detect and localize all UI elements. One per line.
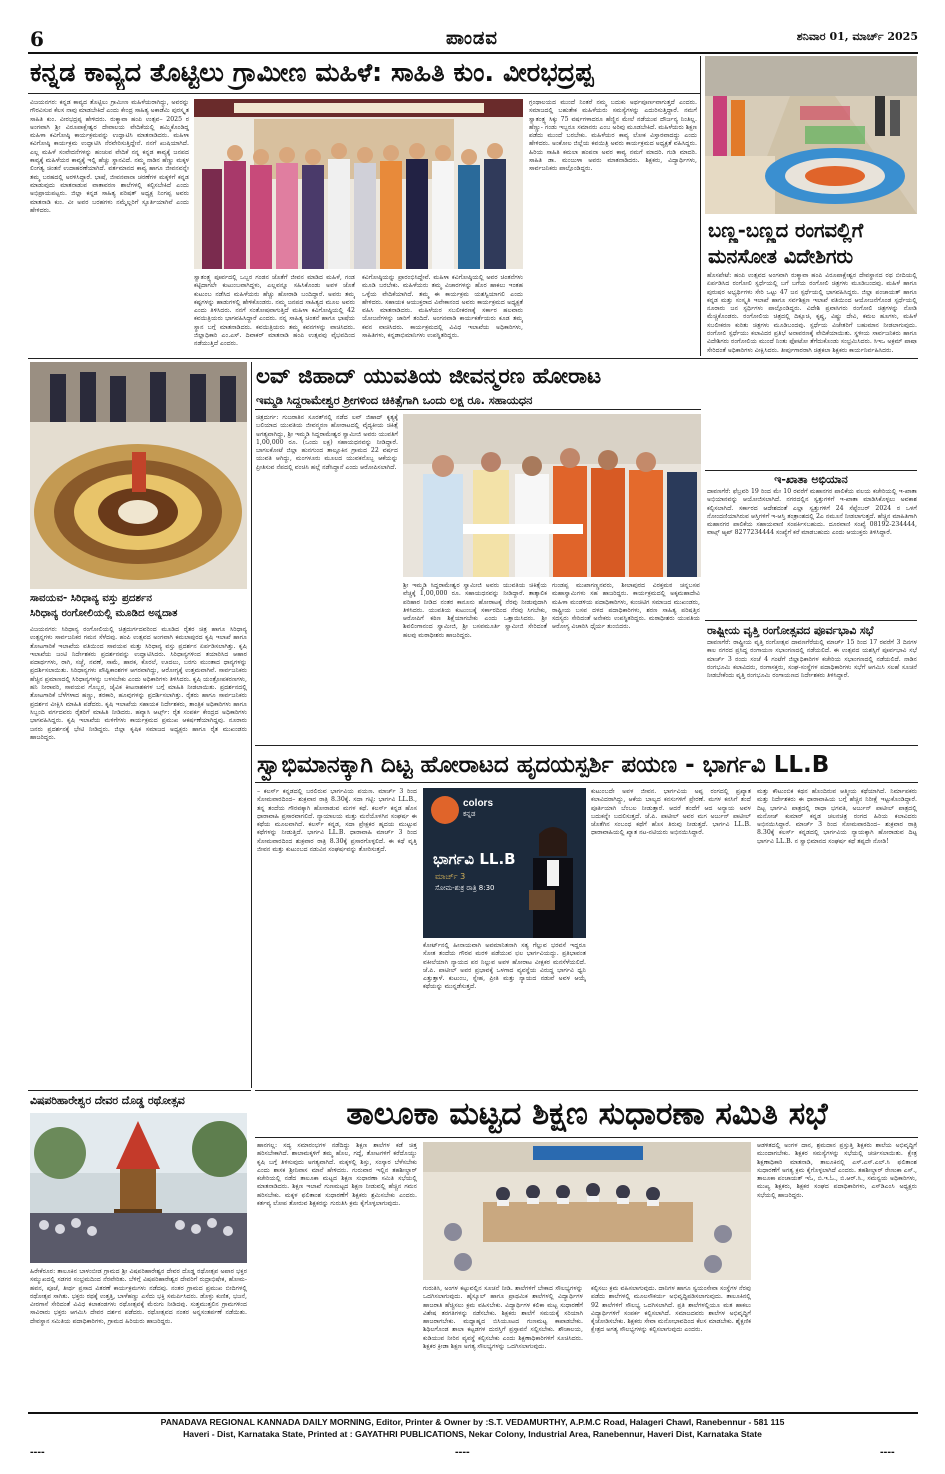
ad-actress-illustration: [519, 820, 585, 938]
ad-brand-sub: ಕನ್ನಡ: [463, 810, 476, 818]
rangoli-body: ಹೊಸಪೇಟೆ: ಹಂಪಿ ಉತ್ಸವದ ಅಂಗವಾಗಿ ರುಕ್ಮಾವಾ ಹಂಪಿ ವಿರೂಪಾಕ್ಷೇಶ್ವರ ದೇವಸ್ಥಾನದ ರಥ ಬೀದಿಯಲ್ಲಿ ಏರ್ಪಡಿಸಿದ ರಂಗೋಲಿ ಸ್ಪರ್ಧೆಯಲ್ಲಿ ಬಗೆ ಬಗೆಯ ರಂಗೋಲಿ ಚಿತ್ರಗಳು ಮೂಡಿಬಂದವು. ಮಹಿಳೆ ಹಾಗೂ ಪುರುಷರ ಅಭ್ಯರ್ಥಿಗಳು ಸೇರಿ ಒಟ್ಟು 47 ಜನ ಸ್ಪರ್ಧೆಯಲ್ಲಿ ಭಾಗವಹಿಸಿದ್ದರು. ಜಿಲ್ಲಾ ಪಂಚಾಯತ್ ಹಾಗೂ ಕನ್ನಡ ಮತ್ತು ಸಂಸ್ಕೃತಿ ಇಲಾಖೆ ಹಾಗೂ ಸರ್ವಶಿಕ್ಷಣ ಇಲಾಖೆ ವತಿಯಿಂದ ಆಯೋಜನೆಗೊಂಡ ಸ್ಪರ್ಧೆಯಲ್ಲಿ ನೂರಾರು ಜನ ಸ್ಪರ್ಧಿಗಳು ಪಾಲ್ಗೊಂಡಿದ್ದರು. ವಿದೇಶಿ ಪ್ರವಾಸಿಗರು ರಂಗೋಲಿ ಚಿತ್ರಗಳನ್ನು ನೋಡಿ ಮೆಚ್ಚಿಕೊಂಡರು. ರಂಗೋಲಿಯ ಚಿತ್ರದಲ್ಲಿ ದಿಕ್ಸೂಚಿ, ಕೃಷ್ಣ, ವಿಷ್ಣು ದೇವಿ, ಕಮಲ ಹೂಗಳು, ಮಹಿಳೆ ಸಬಲೀಕರಣ ಕುರಿತು ಚಿತ್ರಗಳು ಮೂಡಿಬಂದವು. ಸ್ಪರ್ಧೆಯ ವಿಜೇತರಿಗೆ ಬಹುಮಾನ ನೀಡಲಾಗುವುದು. ರಂಗೋಲಿ ಸ್ಪರ್ಧೆಯು ಕಲಾವಿದರ ಪ್ರತಿಭೆ ಅನಾವರಣಕ್ಕೆ ವೇದಿಕೆಯಾಯಿತು. ಸ್ಥಳೀಯ ಸಾರ್ವಜನಿಕರು ಹಾಗೂ ವಿದೇಶಿಗರು ರಂಗೋಲಿಯ ಮುಂದೆ ನಿಂತು ಫೋಟೋ ತೆಗೆದುಕೊಂಡು ಸಂಭ್ರಮಿಸಿದರು. ಸಿಇಒ ಅಕ್ರಮ್ ಪಾಷಾ ಸೇರಿದಂತೆ ಅಧಿಕಾರಿಗಳು ವೀಕ್ಷಿಸಿದರು. ತೀರ್ಪುಗಾರರಾಗಿ ಚಿತ್ರಕಲಾ ಶಿಕ್ಷಕರು ಕಾರ್ಯನಿರ್ವಹಿಸಿದರು.: [707, 272, 917, 354]
bhargavi-col2: ಕೋರ್ಟ್‌ನಲ್ಲಿ ಹೀನಾಯವಾಗಿ ಅವಮಾನಿತನಾಗಿ ಸತ್ಯ ಗೆಲ್ಲುವ ಭರವಸೆ ಇದ್ದರೂ ಸೋತ ತಂದೆಯ ಗೌರವ ಮರಳಿ ಪಡೆಯುವ ಛಲ ಭಾರ್ಗವಿಯದ್ದು. ಪ್ರತಿಭಾವಂತ ವಕೀಲೆಯಾಗಿ ನ್ಯಾಯದ ಪರ ನಿಲ್ಲುವ ಅವಳ ಹೋರಾಟ ವೀಕ್ಷಕರ ಮನಸೆಳೆಯಲಿದೆ. ಜೆ.ಪಿ. ಪಾಟೀಲ್ ಅವರ ಪ್ರಭಾವಕ್ಕೆ ಒಳಗಾದ ವ್ಯವಸ್ಥೆಯ ವಿರುದ್ಧ ಭಾರ್ಗವಿ ಧ್ವನಿ ಎತ್ತುತ್ತಾಳೆ. ಕುಟುಂಬ, ಸ್ನೇಹ, ಪ್ರೀತಿ ಮತ್ತು ನ್ಯಾಯದ ನಡುವೆ ಅವಳ ಆಯ್ಕೆ ಕಥೆಯನ್ನು ಮುನ್ನಡೆಸುತ್ತದೆ.: [423, 942, 586, 991]
ad-brand: colors: [463, 798, 494, 809]
footer-imprint: [30, 1416, 915, 1440]
ad-title: ಭಾರ್ಗವಿ LL.B: [433, 850, 516, 868]
bhargavi-col4: ಮತ್ತು ಕೌಟುಂಬಿಕ ಕಥನ ಹೊಂದಿರುವ ಆತ್ಮೀಯ ಕಥೆಯಾಗಿದೆ. ನಿರ್ಮಾಪಕರು ಮತ್ತು ನಿರ್ದೇಶಕರು ಈ ಧಾರಾವಾಹಿಯ ಬಗ್ಗೆ ಹೆಚ್ಚಿನ ನಿರೀಕ್ಷೆ ಇಟ್ಟುಕೊಂಡಿದ್ದಾರೆ. ದಿಟ್ಟ ಭಾರ್ಗವಿ ಪಾತ್ರದಲ್ಲಿ ರಾಧಾ ಭಗವತಿ, ಅರ್ಜುನ್ ಪಾಟೀಲ್ ಪಾತ್ರದಲ್ಲಿ ಮನೋಜ್ ಕುಮಾರ್ ಕನ್ನಡ ಚಲನಚಿತ್ರ ರಂಗದ ಹಿರಿಯ ಕಲಾವಿದರು ಅಭಿನಯಿಸಿದ್ದಾರೆ. ಮಾರ್ಚ್ 3 ರಿಂದ ಸೋಮವಾರದಿಂದ– ಶುಕ್ರವಾರ ರಾತ್ರಿ 8.30ಕ್ಕೆ ಕಲರ್ಸ್ ಕನ್ನಡದಲ್ಲಿ ಭಾರ್ಗವಿಯ ನ್ಯಾಯಕ್ಕಾಗಿ ಹೋರಾಡುವ ದಿಟ್ಟ ಭಾರ್ಗವಿ LL.B. ನ ಸ್ವಾಭಿಮಾನದ ಸಂಘರ್ಷ ಕಥೆ ತಪ್ಪದೇ ನೋಡಿ!: [757, 788, 917, 845]
ad-schedule: ಸೋಮ-ಶುಕ್ರ ರಾತ್ರಿ 8:30: [435, 884, 495, 892]
colors-logo-icon: [431, 796, 459, 824]
love-jihad-headline: ಲವ್ ಜಿಹಾದ್ ಯುವತಿಯ ಜೀವನ್ಮರಣ ಹೋರಾಟ: [256, 364, 602, 389]
swamiji-donation-illustration: [403, 414, 701, 577]
education-col2: ಗುರುತಿಸಿ, ಅಂಗಳ ಕಟ್ಟುವಲ್ಲಿನ ಸೂಚನೆ ನೀಡಿ. ಶಾಲೆಗಳಿಗೆ ಬೇಕಾದ ಸೌಲಭ್ಯಗಳನ್ನು ಒದಗಿಸಲಾಗುವುದು. ಹೈಸ್ಕೂಲ್ ಹಾಗೂ ಪ್ರಾಥಮಿಕ ಶಾಲೆಗಳಲ್ಲಿ ವಿದ್ಯಾರ್ಥಿಗಳ ಹಾಜರಾತಿ ಹೆಚ್ಚಿಸಲು ಕ್ರಮ ವಹಿಸಬೇಕು. ವಿದ್ಯಾರ್ಥಿಗಳ ಕಲಿಕಾ ಮಟ್ಟ ಸುಧಾರಣೆಗೆ ವಿಶೇಷ ತರಗತಿಗಳನ್ನು ನಡೆಸಬೇಕು. ಶಿಕ್ಷಕರು ಶಾಲೆಗೆ ಸಮಯಕ್ಕೆ ಸರಿಯಾಗಿ ಹಾಜರಾಗಬೇಕು. ಮಧ್ಯಾಹ್ನದ ಬಿಸಿಯೂಟದ ಗುಣಮಟ್ಟ ಕಾಪಾಡಬೇಕು. ಶಿಥಿಲಗೊಂಡ ಶಾಲಾ ಕಟ್ಟಡಗಳ ದುರಸ್ತಿಗೆ ಪ್ರಸ್ತಾವನೆ ಸಲ್ಲಿಸಬೇಕು. ಶೌಚಾಲಯ, ಕುಡಿಯುವ ನೀರಿನ ವ್ಯವಸ್ಥೆ ಕಲ್ಪಿಸಬೇಕು ಎಂದು ಶಿಕ್ಷಣಾಧಿಕಾರಿಗಳಿಗೆ ಸೂಚಿಸಿದರು. ಶಿಕ್ಷಕರ ಕ್ರೀಡಾ ಶಿಕ್ಷಣ ಅಗತ್ಯ ಸೌಲಭ್ಯಗಳನ್ನು ಒದಗಿಸಲಾಗುವುದು.: [423, 1285, 583, 1351]
education-col3: ಕಲ್ಪಿಸಲು ಕ್ರಮ ವಹಿಸಲಾಗುವುದು. ದಾನಿಗಳ ಹಾಗೂ ಸ್ವಯಂಸೇವಾ ಸಂಸ್ಥೆಗಳ ನೆರವು ಪಡೆದು ಶಾಲೆಗಳಲ್ಲಿ ಮೂಲಸೌಕರ್ಯ ಅಭಿವೃದ್ಧಿಪಡಿಸಲಾಗುವುದು. ತಾಲೂಕಿನಲ್ಲಿ 92 ಶಾಲೆಗಳಿಗೆ ಸೌಲಭ್ಯ ಒದಗಿಸಲಾಗಿದೆ. ಪ್ರತಿ ಶಾಲೆಗಳಲ್ಲಿಯೂ ಮತ ಹಾಕಲು ವಿದ್ಯಾರ್ಥಿಗಳಿಗೆ ಸಂಪರ್ಕ ಕಲ್ಪಿಸಲಾಗಿದೆ. ಸಮಾಜದವರು ಶಾಲೆಗಳ ಅಭಿವೃದ್ಧಿಗೆ ಕೈಜೋಡಿಸಬೇಕು. ಶಿಕ್ಷಕರು ಸೇವಾ ಮನೋಭಾವದಿಂದ ಕೆಲಸ ಮಾಡಬೇಕು. ಶೈಕ್ಷಣಿಕ ಕ್ಷೇತ್ರದ ಅಗತ್ಯ ಸೌಲಭ್ಯಗಳನ್ನು ಕಲ್ಪಿಸಲಾಗುವುದು ಎಂದರು.: [591, 1285, 751, 1334]
column-rule-left: [251, 362, 252, 1088]
love-jihad-col2: ಶ್ರೀ ಇಮ್ಮಡಿ ಸಿದ್ದರಾಮೇಶ್ವರ ಸ್ವಾಮೀಜಿ ಅವರು ಯುವತಿಯ ಚಿಕಿತ್ಸೆಯ ವೆಚ್ಚಕ್ಕೆ 1,00,000 ರೂ. ಸಹಾಯಧನವನ್ನು ನೀಡಿದ್ದಾರೆ. ತಾತ್ಕಾಲಿಕ ಪರಿಹಾರ ನೀಡಿದ ನಂತರ ಕಾನೂನು ಹೋರಾಟಕ್ಕೆ ನೆರವು ನೀಡುವುದಾಗಿ ತಿಳಿಸಿದರು. ಯುವತಿಯ ಕುಟುಂಬಕ್ಕೆ ಸರ್ಕಾರದಿಂದ ನೆರವು ಸಿಗಬೇಕು, ಆರೋಪಿಗೆ ಕಠಿಣ ಶಿಕ್ಷೆಯಾಗಬೇಕು ಎಂದು ಒತ್ತಾಯಿಸಿದರು. ಶ್ರೀ ಶಿವಲಿಂಗಾನಂದ ಸ್ವಾಮೀಜಿ, ಶ್ರೀ ಬಸವಮೂರ್ತಿ ಸ್ವಾಮೀಜಿ ಸೇರಿದಂತೆ ಹಲವು ಮಠಾಧೀಶರು ಹಾಜರಿದ್ದರು.: [403, 582, 547, 639]
ekhata-body: ದಾವಣಗೆರೆ: ಫೆಬ್ರವರಿ 19 ರಿಂದ ಮೇ 10 ರವರೆಗೆ ಮಹಾನಗರ ಪಾಲಿಕೆಯ ವಲಯ ಕಚೇರಿಯಲ್ಲಿ ಇ-ಖಾತಾ ಅಭಿಯಾನವನ್ನು ಆಯೋಜಿಸಲಾಗಿದೆ. ನಗರದಲ್ಲಿನ ಸ್ವತ್ತುಗಳಿಗೆ ಇ-ಖಾತಾ ಮಾಡಿಸಿಕೊಳ್ಳಲು ಅವಕಾಶ ಕಲ್ಪಿಸಲಾಗಿದೆ. ಸರ್ಕಾರದ ಆದೇಶದಂತೆ ಎಲ್ಲಾ ಸ್ವತ್ತುಗಳಿಗೆ 24 ಸೆಪ್ಟೆಂಬರ್ 2024 ರ ಒಳಗೆ ನೋಂದಣಿಯಾಗಿರುವ ಆಸ್ತಿಗಳಿಗೆ ಇ-ಆಸ್ತಿ ತಂತ್ರಾಂಶದಲ್ಲಿ 2ಎ ನಮೂನೆ ನೀಡಲಾಗುತ್ತದೆ. ಹೆಚ್ಚಿನ ಮಾಹಿತಿಗಾಗಿ ಮಹಾನಗರ ಪಾಲಿಕೆಯ ಸಹಾಯವಾಣಿ ಸಂಪರ್ಕಿಸಬಹುದು. ದೂರವಾಣಿ ಸಂಖ್ಯೆ 08192-234444, ವಾಟ್ಸ್ ಆ್ಯಪ್ 8277234444 ಸಂಖ್ಯೆಗೆ ಕರೆ ಮಾಡಬಹುದು ಎಂದು ಆಯುಕ್ತರು ತಿಳಿಸಿದ್ದಾರೆ.: [707, 488, 917, 537]
page-number: 6: [30, 27, 44, 51]
love-jihad-col3: ಗುಂಡಪ್ಪ ಮುಖಾಗಣ್ಣನವರು, ಶೀಲಾಪುರದ ವಿರಕ್ತಮಠ ಚನ್ನಬಸವ ಮಹಾಸ್ವಾಮಿಗಳು ಸಹ ಹಾಜರಿದ್ದರು. ಕಾರ್ಯಕ್ರಮದಲ್ಲಿ ಅಕ್ಕಮಹಾದೇವಿ ಮಹಿಳಾ ಮಂಡಳಿಯ ಪದಾಧಿಕಾರಿಗಳು, ಕುಂಚಿಟಿಗ ಸಮಾಜದ ಮುಖಂಡರು, ರಾಷ್ಟ್ರೀಯ ಬಸವ ದಳದ ಪದಾಧಿಕಾರಿಗಳು, ಶರಣ ಸಾಹಿತ್ಯ ಪರಿಷತ್ತಿನ ಸದಸ್ಯರು ಸೇರಿದಂತೆ ಅನೇಕರು ಉಪಸ್ಥಿತರಿದ್ದರು. ಮಠಾಧೀಶರು ಯುವತಿಯ ಆರೋಗ್ಯ ವಿಚಾರಿಸಿ ಧೈರ್ಯ ತುಂಬಿದರು.: [552, 582, 700, 631]
education-rule: [255, 1137, 918, 1138]
theatre-headline: ರಾಷ್ಟ್ರೀಯ ವೃತ್ತಿ ರಂಗೋತ್ಸವದ ಪೂರ್ವಭಾವಿ ಸಭೆ: [707, 624, 874, 637]
millet-caption-line1: ಸಾವಯವ- ಸಿರಿಧಾನ್ಯ ವಸ್ತು ಪ್ರದರ್ಶನ: [30, 593, 153, 604]
theatre-body: ದಾವಣಗೆರೆ: ರಾಷ್ಟ್ರೀಯ ವೃತ್ತಿ ರಂಗೋತ್ಸವ ದಾವಣಗೆರೆಯಲ್ಲಿ ಮಾರ್ಚ್ 15 ರಿಂದ 17 ರವರೆಗೆ 3 ದಿನಗಳ ಕಾಲ ನಗರದ ಪ್ರಸಿದ್ಧ ರಂಗಾಯಣ ಸಭಾಂಗಣದಲ್ಲಿ ನಡೆಯಲಿದೆ. ಈ ಉತ್ಸವದ ಯಶಸ್ಸಿಗೆ ಪೂರ್ವಭಾವಿ ಸಭೆ ಮಾರ್ಚ್ 3 ರಂದು ಸಂಜೆ 4 ಗಂಟೆಗೆ ಜಿಲ್ಲಾಧಿಕಾರಿಗಳ ಕಚೇರಿಯ ಸಭಾಂಗಣದಲ್ಲಿ ನಡೆಯಲಿದೆ. ನಾಡಿನ ರಂಗಭೂಮಿ ಕಲಾವಿದರು, ರಂಗಾಸಕ್ತರು, ಸಂಘ-ಸಂಸ್ಥೆಗಳ ಪದಾಧಿಕಾರಿಗಳು ಸಭೆಗೆ ಆಗಮಿಸಿ ಸಲಹೆ ಸೂಚನೆ ನೀಡಬೇಕೆಂದು ವೃತ್ತಿ ರಂಗಭೂಮಿ ರಂಗಾಯಣದ ನಿರ್ದೇಶಕರು ತಿಳಿಸಿದ್ದಾರೆ.: [707, 639, 917, 680]
chariot-rule-top: [28, 1090, 251, 1091]
ekhata-headline: ಇ-ಖಾತಾ ಅಭಿಯಾನ: [774, 473, 848, 486]
ekhata-rule-top: [705, 470, 917, 471]
ad-date: ಮಾರ್ಚ್ 3: [435, 872, 466, 881]
chariot-festival-illustration: [30, 1113, 247, 1263]
footer-dash-center: ----: [455, 1446, 470, 1458]
column-rule-right: [700, 56, 701, 356]
masthead-rule: [28, 52, 918, 54]
poetry-col1: ವಿಜಯನಗರ: ಕನ್ನಡ ಕಾವ್ಯದ ತೊಟ್ಟಿಲು ಗ್ರಾಮೀಣ ಮಹಿಳೆಯರಾಗಿದ್ದು, ಅವರನ್ನು ಗೌರವಿಸುವ ಕೆಲಸ ನಾವು ಮಾಡಬೇಕಿದೆ ಎಂದು ಕೇಂದ್ರ ಸಾಹಿತ್ಯ ಅಕಾಡೆಮಿ ಪುರಸ್ಕೃತ ಸಾಹಿತಿ ಕುಂ. ವೀರಭದ್ರಪ್ಪ ಹೇಳಿದರು. ರುಕ್ಮಾವಾ ಹಂಪಿ ಉತ್ಸವ– 2025 ರ ಅಂಗವಾಗಿ ಶ್ರೀ ವಿರೂಪಾಕ್ಷೇಶ್ವರ ದೇವಾಲಯ ವೇದಿಕೆಯಲ್ಲಿ ಹಮ್ಮಿಕೊಂಡಿದ್ದ ಮಹಿಳಾ ಕವಿಗೋಷ್ಠಿ ಕಾರ್ಯಕ್ರಮವನ್ನು ಉದ್ಘಾಟಿಸಿ ಮಾತನಾಡಿದರು. ಮಹಿಳಾ ಕವಿಗೋಷ್ಠಿ ಕಾರ್ಯಕ್ರಮ ಉದ್ಘಾಟಿಸಿ ನೆರವೇರಿಸುತ್ತಿದ್ದೇನೆ. ನನಗೆ ಖುಷಿಯಾಗಿದೆ. ಎಲ್ಲ ಮಹಿಳೆ ಸಂವೇದನೆಗಳನ್ನು ಹಂಚುವ ವೇದಿಕೆ ನನ್ನ ಕನ್ನಡ ಕಾವ್ಯಕ್ಕೆ ಜನಪದ ಕಾವ್ಯಕ್ಕೆ ಮಹಿಳೆಯರ ಕಾವ್ಯಕ್ಕೆ ಇಲ್ಲಿ ಹೆಚ್ಚು ಸ್ಥಾನವಿದೆ. ನಮ್ಮ ನಾಡಿನ ಹೆಣ್ಣು ಮಕ್ಕಳ ಲಿಂಗತ್ವ ಚಿಂತನೆ ಉದಾಹರಣೆಯಾಗಿದೆ. ವರ್ತಮಾನದ ಕಾವ್ಯ ಹಾಗೂ ಜೀವನವನ್ನೇ ತಮ್ಮ ಬರಹದಲ್ಲಿ ಅರಳಿಸಿದ್ದಾರೆ. ಭಾಷೆ, ಜೀವನವಾನಾ ಚರಣೆಗಳ ಮಕ್ಕಳಿಗೆ ಕನ್ನಡ ಮಾಡುವುದು ಮಾತನಾಡುವ ವಾತಾವರಣ ಶಾಲೆಗಳಲ್ಲಿ ಕಲ್ಪಿಸಬೇಕಿದೆ ಎಂದು ಅಭಿಪ್ರಾಯಪಟ್ಟರು. ಜಿಲ್ಲಾ ಕನ್ನಡ ಸಾಹಿತ್ಯ ಪರಿಷತ್ ಅಧ್ಯಕ್ಷ ನಿಂಗಪ್ಪ ಅವರು ಮಾತನಾಡಿ ಕುಂ. ವೀ ಅವರ ಬರಹಗಳು ನಮ್ಮೆಲ್ಲರಿಗೆ ಸ್ಫೂರ್ತಿಯಾಗಿವೆ ಎಂದು ಹೇಳಿದರು.: [30, 99, 189, 214]
poetry-col3: ಕವಿಗೋಷ್ಠಿಯನ್ನು ಪ್ರಾರಂಭಿಸಿದ್ದೇವೆ. ಮಹಿಳಾ ಕವಿಗೋಷ್ಠಿಯಲ್ಲಿ ಅವರ ಚಿಂತನೆಗಳು ಮೂಡಿ ಬರಬೇಕು. ಮಹಿಳೆಯರು ತಮ್ಮ ವಿಚಾರಗಳನ್ನು ಹೊರ ಹಾಕಲು ಇಂತಹ ಒಳ್ಳೆಯ ವೇದಿಕೆಯಾಗಿದೆ. ತಮ್ಮ ಈ ಕಾರ್ಯಕ್ರಮ ಯಶಸ್ವಿಯಾಗಲಿ ಎಂದು ಹೇಳಿದರು. ಸಹಾಯಕ ಆಯುಕ್ತರಾದ ವಿವೇಕಾನಂದ ಅವರು ಕಾರ್ಯಕ್ರಮದ ಅಧ್ಯಕ್ಷತೆ ವಹಿಸಿ ಮಾತನಾಡಿದರು. ಮಹಿಳೆಯರ ಸಬಲೀಕರಣಕ್ಕೆ ಸರ್ಕಾರ ಹಲವಾರು ಯೋಜನೆಗಳನ್ನು ಜಾರಿಗೆ ತಂದಿದೆ. ಅಂಗನವಾಡಿ ಕಾರ್ಯಕರ್ತೆಯರು ಕೂಡ ತಮ್ಮ ಕವನ ವಾಚಿಸಿದರು. ಕಾರ್ಯಕ್ರಮದಲ್ಲಿ ವಿವಿಧ ಇಲಾಖೆಯ ಅಧಿಕಾರಿಗಳು, ಸಾಹಿತಿಗಳು, ಕನ್ನಡಾಭಿಮಾನಿಗಳು ಉಪಸ್ಥಿತರಿದ್ದರು.: [362, 274, 523, 340]
theatre-rule-top: [705, 620, 917, 621]
education-col1: ಹಾನಗಲ್ಲ: ಸದ್ಯ ಸಮಾರಂಭಗಳ ನಡೆದಿದ್ದು ಶಿಕ್ಷಣ ಶಾಲೆಗಳ ಕಡೆ ಚಿತ್ತ ಹರಿಸಬೇಕಾಗಿದೆ. ಶಾಲಾಮಕ್ಕಳಿಗೆ ತಮ್ಮ ಹೊಲ, ಗದ್ದೆ, ತೋಟಗಳಿಗೆ ಕರೆದೊಯ್ದು ಕೃಷಿ ಬಗ್ಗೆ ತಿಳಿಸುವುದು ಅಗತ್ಯವಾಗಿದೆ. ಮಕ್ಕಳಲ್ಲಿ ಶಿಸ್ತು, ಸಂಸ್ಕಾರ ಬೆಳೆಸಬೇಕು ಎಂದು ಶಾಸಕ ಶ್ರೀನಿವಾಸ ಮಾನೆ ಹೇಳಿದರು. ಗುರುವಾರ ಇಲ್ಲಿನ ತಹಶೀಲ್ದಾರ್ ಕಚೇರಿಯಲ್ಲಿ ನಡೆದ ತಾಲೂಕಾ ಮಟ್ಟದ ಶಿಕ್ಷಣ ಸುಧಾರಣಾ ಸಮಿತಿ ಸಭೆಯಲ್ಲಿ ಮಾತನಾಡಿದರು. ಶಿಕ್ಷಣ ಇಲಾಖೆ ಗುಣಮಟ್ಟದ ಶಿಕ್ಷಣ ನೀಡುವಲ್ಲಿ ಹೆಚ್ಚಿನ ಗಮನ ಹರಿಸಬೇಕು. ಮಕ್ಕಳ ಫಲಿತಾಂಶ ಸುಧಾರಣೆಗೆ ಶಿಕ್ಷಕರು ಶ್ರಮಿಸಬೇಕು ಎಂದರು. ಕರ್ತವ್ಯ ಲೋಪ ತೋರುವ ಶಿಕ್ಷಕರನ್ನು ಗುರುತಿಸಿ ಕ್ರಮ ಕೈಗೊಳ್ಳಲಾಗುವುದು.: [257, 1142, 417, 1208]
rangoli-headline-line2: ಮನಸೋತ ವಿದೇಶಿಗರು: [708, 245, 854, 268]
millet-photo: [30, 362, 247, 589]
love-jihad-subheadline: ಇಮ್ಮಡಿ ಸಿದ್ದರಾಮೇಶ್ವರ ಶ್ರೀಗಳಿಂದ ಚಿಕಿತ್ಸೆಗಾಗಿ ಒಂದು ಲಕ್ಷ ರೂ. ಸಹಾಯಧನ: [256, 394, 533, 407]
masthead-logo-text: ಪಾಂಡವ: [446, 27, 498, 49]
poetry-headline: ಕನ್ನಡ ಕಾವ್ಯದ ತೊಟ್ಟಿಲು ಗ್ರಾಮೀಣ ಮಹಿಳೆ: ಸಾಹಿತಿ ಕುಂ. ವೀರಭದ್ರಪ್ಪ: [30, 58, 594, 88]
rangoli-photo: [705, 56, 917, 214]
bhargavi-col3: ಕುಟುಂಬದೇ ಅವಳ ಜೀವನ. ಭಾರ್ಗವಿಯ ಅಪ್ಪ ರಂಗದಲ್ಲಿ ಪ್ರಖ್ಯಾತ ಕಲಾವಿದರಾಗಿದ್ದು, ಆಕೆಯ ಬಾಲ್ಯದ ಕನಸುಗಳಿಗೆ ಪ್ರೇರಣೆ. ಮಗಳ ಕನಸಿಗೆ ತಂದೆ ಪೂರ್ತಿಯಾಗಿ ಬೆಂಬಲ ನೀಡುತ್ತಾರೆ. ಆದರೆ ತಂದೆಗೆ ಆದ ಅನ್ಯಾಯ ಅವಳ ಬದುಕನ್ನೇ ಬದಲಿಸುತ್ತದೆ. ಜೆ.ಪಿ. ಪಾಟೀಲ್ ಅವರ ಮಗ ಅರ್ಜುನ್ ಪಾಟೀಲ್ ಜೊತೆಗಿನ ಸಂಬಂಧ ಕಥೆಗೆ ಹೊಸ ತಿರುವು ನೀಡುತ್ತದೆ. ಭಾರ್ಗವಿ LL.B. ಧಾರಾವಾಹಿಯಲ್ಲಿ ಖ್ಯಾತ ನಟ-ನಟಿಯರು ಅಭಿನಯಿಸಿದ್ದಾರೆ.: [591, 788, 751, 837]
section-rule-1: [28, 358, 918, 359]
masthead-logo: [402, 27, 542, 49]
bhargavi-ad: [423, 788, 586, 938]
section-rule-2: [255, 745, 918, 746]
love-jihad-rule: [255, 409, 701, 410]
chariot-body: ಹಿರೇಕೆರೂರ: ತಾಲೂಕಿನ ಬಾಳಂಬೀಡ ಗ್ರಾಮದ ಶ್ರೀ ವಿಷಪರಿಹಾರೇಶ್ವರ ದೇವರ ದೊಡ್ಡ ರಥೋತ್ಸವ ಅಪಾರ ಭಕ್ತರ ಸಮ್ಮುಖದಲ್ಲಿ ಸಡಗರ ಸಂಭ್ರಮದಿಂದ ನೆರವೇರಿತು. ಬೆಳಿಗ್ಗೆ ವಿಷಪರಿಹಾರೇಶ್ವರ ದೇವರಿಗೆ ರುದ್ರಾಭಿಷೇಕ, ಹೋಮ-ಹವನ, ಪೂಜೆ, ತೀರ್ಥ ಪ್ರಸಾದ ವಿತರಣೆ ಕಾರ್ಯಕ್ರಮಗಳು ನಡೆದವು. ನಂತರ ಗ್ರಾಮದ ಪ್ರಮುಖ ಬೀದಿಗಳಲ್ಲಿ ರಥೋತ್ಸವ ಸಾಗಿತು. ಭಕ್ತರು ರಥಕ್ಕೆ ಉತ್ತತ್ತಿ, ಬಾಳೆಹಣ್ಣು ಎಸೆದು ಭಕ್ತಿ ಸಮರ್ಪಿಸಿದರು. ಡೊಳ್ಳು ಕುಣಿತ, ಭಜನೆ, ವೀರಗಾಸೆ ಸೇರಿದಂತೆ ವಿವಿಧ ಕಲಾತಂಡಗಳು ರಥೋತ್ಸವಕ್ಕೆ ಮೆರುಗು ನೀಡಿದವು. ಸುತ್ತಮುತ್ತಲಿನ ಗ್ರಾಮಗಳಿಂದ ಸಾವಿರಾರು ಭಕ್ತರು ಆಗಮಿಸಿ ದೇವರ ದರ್ಶನ ಪಡೆದರು. ರಥೋತ್ಸವದ ನಂತರ ಅನ್ನಸಂತರ್ಪಣೆ ನಡೆಯಿತು. ದೇವಸ್ಥಾನ ಸಮಿತಿಯ ಪದಾಧಿಕಾರಿಗಳು, ಗ್ರಾಮದ ಹಿರಿಯರು ಹಾಜರಿದ್ದರು.: [30, 1268, 247, 1325]
chariot-caption: ವಿಷಪರಿಹಾರೇಶ್ವರ ದೇವರ ದೊಡ್ಡ ರಥೋತ್ಸವ: [30, 1094, 185, 1107]
poetry-col2: ಸ್ವಾತಂತ್ರ್ಯ ಪೂರ್ವದಲ್ಲಿ ಒಬ್ಬರ ಗಂಡನ ಜೊತೆಗೆ ಜೀವನ ಮಾಡಿದ ಮಹಿಳೆ, ಗಂಡ ಕಟ್ಟಿದಾಗಲೇ ಕುಟುಂಬವಾಗಿದ್ದಳು, ಎಲ್ಲವನ್ನೂ ಸಹಿಸಿಕೊಂಡು ಅವಳ ಜೊತೆ ಕುಟುಂಬ ನಡೆಸಿದ ಮಹಿಳೆಯರು ಹೆಚ್ಚು ಹೋರಾಡಿ ಬಂದಿದ್ದಾರೆ. ಅವರು ತಮ್ಮ ಕಷ್ಟಗಳನ್ನು ಹಾಡುಗಳಲ್ಲಿ ಹೇಳಿಕೊಂಡರು. ನಮ್ಮ ಜನಪದ ಸಾಹಿತ್ಯದ ಮೂಲ ಅವರು ಎಂದು ತಿಳಿಸಿದರು. ನನಗೆ ಸಂತೋಷವಾಗುತ್ತಿದೆ ಮಹಿಳಾ ಕವಿಗೋಷ್ಠಿಯಲ್ಲಿ 42 ಕವಯಿತ್ರಿಯರು ಭಾಗವಹಿಸಿದ್ದಾರೆ ಎಂದರು. ನನ್ನ ಸಾಹಿತ್ಯ ಚಿಂತನೆ ಹಾಗೂ ಭಾಷೆಯ ಸ್ಥಾನ ಬಗ್ಗೆ ಮಾತನಾಡಿದರು. ಕವಯಿತ್ರಿಯರು ತಮ್ಮ ಕವನಗಳನ್ನು ವಾಚಿಸಿದರು. ಜಿಲ್ಲಾಧಿಕಾರಿ ಎಂ.ಎಸ್. ದಿವಾಕರ್ ಮಾತನಾಡಿ ಹಂಪಿ ಉತ್ಸವವು ವೈಭವದಿಂದ ನಡೆಯುತ್ತಿದೆ ಎಂದರು.: [194, 274, 355, 348]
rangoli-headline-line1: ಬಣ್ಣ-ಬಣ್ಣದ ರಂಗವಲ್ಲಿಗೆ: [708, 219, 864, 242]
meeting-room-illustration: [423, 1142, 751, 1280]
love-jihad-col1: ಚಿತ್ರದುರ್ಗ: ಗುಜರಾತಿನ ಸೂರತ್‌ನಲ್ಲಿ ನಡೆದ ಲವ್ ಜಿಹಾದ್ ಕೃತ್ಯಕ್ಕೆ ಬಲಿಯಾದ ಯುವತಿಯ ಜೀವನ್ಮರಣ ಹೋರಾಟದಲ್ಲಿ ವೈದ್ಯಕೀಯ ಚಿಕಿತ್ಸೆ ಅಗತ್ಯವಾಗಿದ್ದು, ಶ್ರೀ ಇಮ್ಮಡಿ ಸಿದ್ದರಾಮೇಶ್ವರ ಸ್ವಾಮೀಜಿ ಅವರು ಯುವತಿಗೆ 1,00,000 ರೂ. (ಒಂದು ಲಕ್ಷ) ಸಹಾಯಧನವನ್ನು ನೀಡಿದ್ದಾರೆ. ಬಾಗಲಕೋಟೆ ಜಿಲ್ಲಾ ಹುನಗುಂದ ತಾಲ್ಲೂಕಿನ ಗ್ರಾಮದ 22 ವರ್ಷದ ಯುವತಿ ಆಗಿದ್ದು, ಮಂಗಳೂರು ಮೂಲದ ಯುವಕನೊಬ್ಬ ಆಕೆಯನ್ನು ಪ್ರೀತಿಸುವ ನೆಪದಲ್ಲಿ ವಂಚಿಸಿ ಹಲ್ಲೆ ನಡೆಸಿದ್ದಾನೆ ಎಂದು ಆರೋಪಿಸಲಾಗಿದೆ.: [256, 414, 398, 471]
footer-dash-left: ----: [30, 1446, 45, 1458]
bhargavi-rule: [255, 782, 918, 783]
issue-date: ಶನಿವಾರ 01, ಮಾರ್ಚ್ 2025: [796, 30, 918, 43]
poetry-headline-rule: [28, 93, 700, 94]
poetry-col4: ಗ್ರಂಥಾಲಯದ ಮುಂದೆ ನಿಂತರೆ ನಮ್ಮ ಬದುಕು ಅರ್ಥಪೂರ್ಣವಾಗುತ್ತದೆ ಎಂದರು. ಸಮಾಜದಲ್ಲಿ ಬಹುತೇಕ ಮಹಿಳೆಯರು ಸಮಸ್ಯೆಗಳನ್ನು ಎದುರಿಸುತ್ತಿದ್ದಾರೆ. ನಮಗೆ ಸ್ವಾತಂತ್ರ್ಯ ಸಿಕ್ಕು 75 ವರ್ಷಗಳಾದರೂ ಹೆಣ್ಣಿನ ಮೇಲೆ ನಡೆಯುವ ದೌರ್ಜನ್ಯ ನಿಂತಿಲ್ಲ. ಹೆಣ್ಣು- ಗಂಡು ಇಬ್ಬರೂ ಸಮಾನರು ಎಂಬ ಅರಿವು ಮೂಡಬೇಕಿದೆ. ಮಹಿಳೆಯರು ಶಿಕ್ಷಣ ಪಡೆದು ಮುಂದೆ ಬರಬೇಕು. ಮಹಿಳೆಯರ ಕಾವ್ಯ ಲೋಕ ವಿಸ್ತಾರವಾದದ್ದು ಎಂದು ಹೇಳಿದರು. ಅಂಕೋಲ ಜಿಲ್ಲೆಯ ಕವಯಿತ್ರಿ ಅವರು ಕಾರ್ಯಕ್ರಮದ ಅಧ್ಯಕ್ಷತೆ ವಹಿಸಿದ್ದರು. ಹಿರಿಯ ಸಾಹಿತಿ ಕಮಲಾ ಹಂಪನಾ ಅವರ ಕಾವ್ಯ ನಮಗೆ ಮಾದರಿ. ಗುಡಿ ಮಾದರಿ. ಸಾಹಿತಿ ಡಾ. ಮಂಜುಳಾ ಅವರು ಮಾತನಾಡಿದರು. ಶಿಕ್ಷಕರು, ವಿದ್ಯಾರ್ಥಿಗಳು, ಸಾರ್ವಜನಿಕರು ಪಾಲ್ಗೊಂಡಿದ್ದರು.: [529, 99, 697, 173]
millet-body: ವಿಜಯನಗರ: ಸಿರಿಧಾನ್ಯ ರಂಗೋಲಿಯಲ್ಲಿ ಚಿತ್ರದುರ್ಗದವರಿಂದ ಮೂಡಿದ ರೈತರ ಚಿತ್ರ ಹಾಗೂ ಸಿರಿಧಾನ್ಯ ಉತ್ಪನ್ನಗಳು ಸಾರ್ವಜನಿಕರ ಗಮನ ಸೆಳೆದವು. ಹಂಪಿ ಉತ್ಸವದ ಅಂಗವಾಗಿ ಕಮಲಾಪುರದ ಕೃಷಿ ಇಲಾಖೆ ಹಾಗೂ ತೋಟಗಾರಿಕೆ ಇಲಾಖೆಯ ವತಿಯಿಂದ ಸಾವಯವ ಮತ್ತು ಸಿರಿಧಾನ್ಯ ವಸ್ತು ಪ್ರದರ್ಶನ ಏರ್ಪಡಿಸಲಾಗಿತ್ತು. ಕೃಷಿ ಇಲಾಖೆಯ ಜಂಟಿ ನಿರ್ದೇಶಕರು ಪ್ರದರ್ಶನವನ್ನು ಉದ್ಘಾಟಿಸಿದರು. ಸಿರಿಧಾನ್ಯಗಳಿಂದ ತಯಾರಿಸಿದ ಆಹಾರ ಪದಾರ್ಥಗಳು, ರಾಗಿ, ಸಜ್ಜೆ, ನವಣೆ, ಸಾಮೆ, ಹಾರಕ, ಕೊರಲೆ, ಊದಲು, ಬರಗು ಮುಂತಾದ ಧಾನ್ಯಗಳನ್ನು ಪ್ರದರ್ಶಿಸಲಾಯಿತು. ಸಿರಿಧಾನ್ಯಗಳು ಪೌಷ್ಟಿಕಾಂಶಗಳ ಆಗರವಾಗಿದ್ದು, ಆರೋಗ್ಯಕ್ಕೆ ಉತ್ತಮವಾಗಿವೆ. ಸಾರ್ವಜನಿಕರು ಹೆಚ್ಚಿನ ಪ್ರಮಾಣದಲ್ಲಿ ಸಿರಿಧಾನ್ಯಗಳನ್ನು ಬಳಸಬೇಕು ಎಂದು ಅಧಿಕಾರಿಗಳು ತಿಳಿಸಿದರು. ಕೃಷಿ ಯಂತ್ರೋಪಕರಣಗಳು, ಹನಿ ನೀರಾವರಿ, ಸಾವಯವ ಗೊಬ್ಬರ, ಜೈವಿಕ ಕೀಟನಾಶಕಗಳ ಬಗ್ಗೆ ಮಾಹಿತಿ ನೀಡಲಾಯಿತು. ಪ್ರದರ್ಶನದಲ್ಲಿ ತೋಟಗಾರಿಕೆ ಬೆಳೆಗಳಾದ ಹಣ್ಣು, ತರಕಾರಿ, ಹೂವುಗಳನ್ನು ಪ್ರದರ್ಶಿಸಲಾಗಿತ್ತು. ರೈತರು ಹಾಗೂ ಸಾರ್ವಜನಿಕರು ಪ್ರದರ್ಶನ ವೀಕ್ಷಿಸಿ ಮಾಹಿತಿ ಪಡೆದರು. ಕೃಷಿ ಇಲಾಖೆಯ ಸಹಾಯಕ ನಿರ್ದೇಶಕರು, ತಾಂತ್ರಿಕ ಅಧಿಕಾರಿಗಳು ಹಾಗೂ ಸಿಬ್ಬಂದಿ ವರ್ಗದವರು ರೈತರಿಗೆ ಮಾಹಿತಿ ನೀಡಿದರು. ಹವ್ಯಾಸಿ ಆರ್ಟ್ಸ್: ರೈತ ಸಂಪರ್ಕ ಕೇಂದ್ರದ ಅಧಿಕಾರಿಗಳು ಭಾಗವಹಿಸಿದ್ದರು. ಕೃಷಿ ಇಲಾಖೆಯ ಮಳಿಗೆಗಳು ಕಾರ್ಯಕ್ರಮದ ಪ್ರಮುಖ ಆಕರ್ಷಣೆಯಾಗಿದ್ದವು. ನೂರಾರು ಜನರು ಪ್ರದರ್ಶನಕ್ಕೆ ಭೇಟಿ ನೀಡಿದ್ದರು. ಜಿಲ್ಲಾ ಕೃಷಿಕ ಸಮಾಜದ ಅಧ್ಯಕ್ಷರು ಹಾಗೂ ರೈತ ಮುಖಂಡರು ಹಾಜರಿದ್ದರು.: [30, 626, 247, 741]
footer-imprint-line2: Haveri - Dist, Karnataka State, Printed at : GAYATHRI PUBLICATIONS, Nekar Colony, Industrial Area, Ranebennur, Haveri Dist, Karnataka State: [183, 1429, 762, 1439]
millet-caption-line2: ಸಿರಿಧಾನ್ಯ ರಂಗೋಲಿಯಲ್ಲಿ ಮೂಡಿದ ಅನ್ನದಾತ: [30, 608, 178, 619]
bhargavi-col1: – ಕಲರ್ಸ್ ಕನ್ನಡದಲ್ಲಿ ಬರಲಿರುವ ಭಾರ್ಗವಿಯ ಪಯಣ. ಮಾರ್ಚ್ 3 ರಿಂದ ಸೋಮವಾರದಿಂದ– ಶುಕ್ರವಾರ ರಾತ್ರಿ 8.30ಕ್ಕೆ. ಸದಾ ಗಟ್ಟಿ: ಭಾರ್ಗವಿ LL.B., ತನ್ನ ತಂದೆಯ ಗೌರವಕ್ಕಾಗಿ ಹೋರಾಡುವ ಮಗಳ ಕಥೆ. ಕಲರ್ಸ್ ಕನ್ನಡ ಹೊಸ ಧಾರಾವಾಹಿ ಪ್ರಸಾರವಾಗಲಿದೆ. ನ್ಯಾಯಾಲಯ ಮತ್ತು ಮನೆಯೊಳಗಿನ ಸಂಘರ್ಷ ಈ ಕಥೆಯ ಮೂಲವಾಗಿದೆ. ಕಲರ್ಸ್ ಕನ್ನಡ, ಸದಾ ಪ್ರೇಕ್ಷಕರ ಹೃದಯ ಮುಟ್ಟುವ ಕಥೆಗಳನ್ನು ನೀಡುತ್ತಿದೆ. ಭಾರ್ಗವಿ LL.B. ಧಾರಾವಾಹಿ ಮಾರ್ಚ್ 3 ರಿಂದ ಸೋಮವಾರದಿಂದ ಶುಕ್ರವಾರ ರಾತ್ರಿ 8.30ಕ್ಕೆ ಪ್ರಸಾರಗೊಳ್ಳಲಿದೆ. ಈ ಕಥೆ ವೃತ್ತಿ ಜೀವನ ಮತ್ತು ಕುಟುಂಬದ ನಡುವಿನ ಸಂಘರ್ಷವನ್ನು ತೋರಿಸುತ್ತದೆ.: [257, 788, 417, 854]
poetry-stage-illustration: [194, 99, 523, 269]
poetry-event-photo: [194, 99, 523, 269]
love-jihad-photo: [403, 414, 701, 577]
education-meeting-photo: [423, 1142, 751, 1280]
chariot-photo: [30, 1113, 247, 1263]
footer-rule: [28, 1412, 918, 1414]
footer-imprint-line1: PANADAVA REGIONAL KANNADA DAILY MORNING, Editor, Printer & Owner by :S.T. VEDAMURTHY, A.P.M.C Road, Halageri Chawl, Ranebennur - 581 115: [160, 1417, 785, 1427]
education-col4: ಆಡಳಿತದಲ್ಲಿ ಅಂಗಳ ದಾನ, ಶ್ರಮದಾನ ಪ್ರಸ್ತುತ್ತಿ ಶಿಕ್ಷಕರು ಶಾಲೆಯ ಅಭಿವೃದ್ಧಿಗೆ ಮುಂದಾಗಬೇಕು. ಶಿಕ್ಷಕರ ಸಮಸ್ಯೆಗಳನ್ನು ಸಭೆಯಲ್ಲಿ ಚರ್ಚಿಸಲಾಯಿತು. ಕ್ಷೇತ್ರ ಶಿಕ್ಷಣಾಧಿಕಾರಿ ಮಾತನಾಡಿ, ತಾಲೂಕಿನಲ್ಲಿ ಎಸ್.ಎಸ್.ಎಲ್.ಸಿ ಫಲಿತಾಂಶ ಸುಧಾರಣೆಗೆ ಅಗತ್ಯ ಕ್ರಮ ಕೈಗೊಳ್ಳಲಾಗಿದೆ ಎಂದರು. ತಹಶೀಲ್ದಾರ್ ರೇಣುಕಾ ಎಸ್., ತಾಲೂಕಾ ಪಂಚಾಯತ್ ಇಓ, ಬಿ.ಇ.ಓ., ಬಿ.ಆರ್.ಸಿ., ಸಮನ್ವಯ ಅಧಿಕಾರಿಗಳು, ಮುಖ್ಯ ಶಿಕ್ಷಕರು, ಶಿಕ್ಷಕರ ಸಂಘದ ಪದಾಧಿಕಾರಿಗಳು, ಎಸ್‌ಡಿಎಂಸಿ ಅಧ್ಯಕ್ಷರು ಸಭೆಯಲ್ಲಿ ಹಾಜರಿದ್ದರು.: [757, 1142, 917, 1199]
footer-dash-right: ----: [880, 1446, 895, 1458]
bhargavi-headline: ಸ್ವಾಭಿಮಾನಕ್ಕಾಗಿ ದಿಟ್ಟ ಹೋರಾಟದ ಹೃದಯಸ್ಪರ್ಶಿ ಪಯಣ - ಭಾರ್ಗವಿ LL.B: [257, 752, 830, 778]
education-headline: ತಾಲೂಕಾ ಮಟ್ಟದ ಶಿಕ್ಷಣ ಸುಧಾರಣಾ ಸಮಿತಿ ಸಭೆ: [346, 1096, 828, 1132]
section-rule-3: [255, 1090, 918, 1091]
millet-rangoli-illustration: [30, 362, 247, 589]
rangoli-street-illustration: [705, 56, 917, 214]
